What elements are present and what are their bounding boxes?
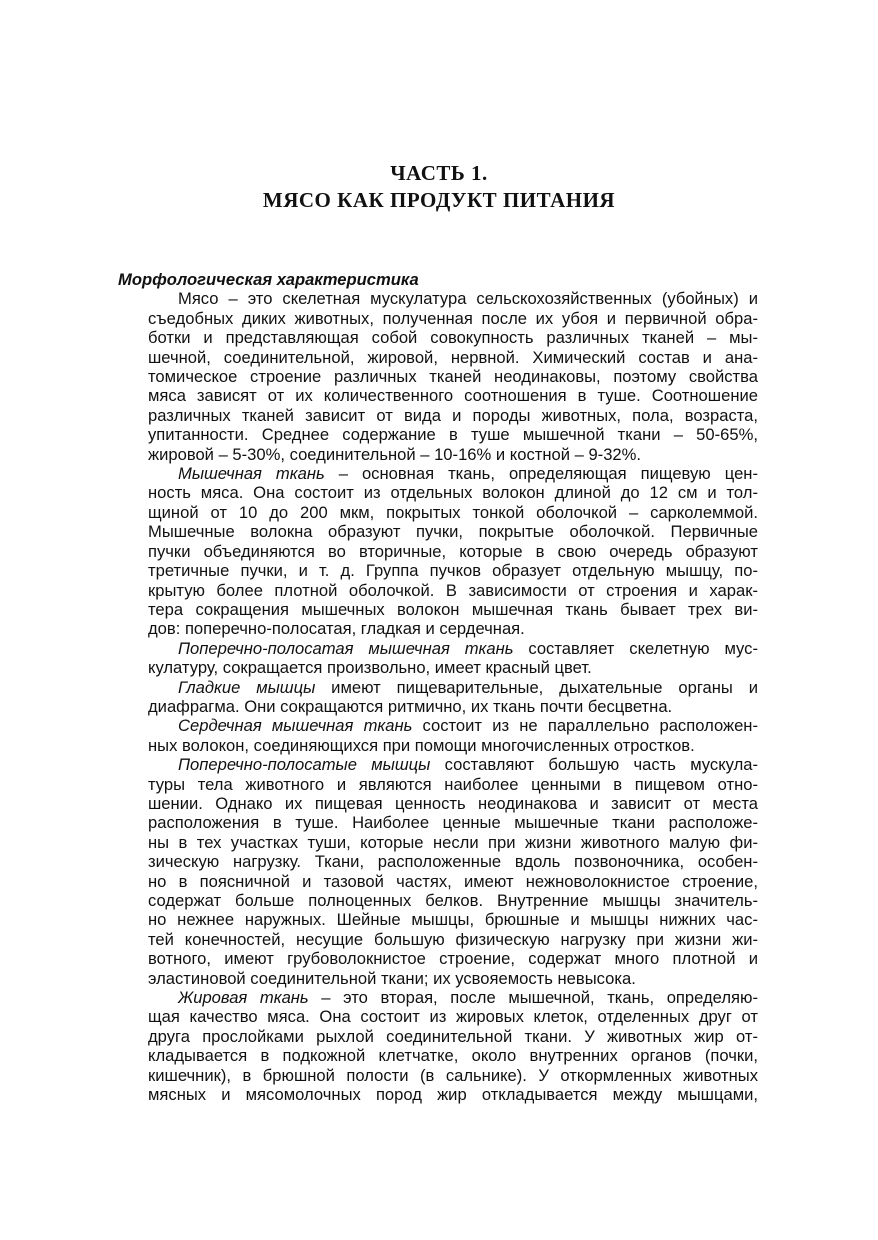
text-line: но в поясничной и тазовой частях, имеют нежноволокнистое строение, [148, 871, 758, 891]
line-text: составляет скелетную мус- [513, 638, 758, 658]
term: Поперечно-полосатая мышечная ткань [178, 638, 514, 658]
paragraph [118, 716, 758, 755]
text-line [118, 988, 758, 1007]
text-line [118, 464, 758, 483]
paragraph [118, 755, 758, 988]
text-line: ных волокон, соединяющихся при помощи многочисленных отростков. [148, 735, 695, 755]
text-line: кулатуру, сокращается произвольно, имеет красный цвет. [148, 658, 592, 678]
paragraph [118, 639, 758, 678]
text-line: содержат больше полноценных белков. Внутренние мышцы значитель- [148, 891, 758, 910]
paragraph [118, 464, 758, 639]
term: Жировая ткань [178, 988, 309, 1008]
text-line [118, 639, 758, 658]
term: Поперечно-полосатые мышцы [178, 755, 431, 775]
line-text: состоит из не параллельно расположен- [412, 716, 759, 736]
text-line: туры тела животного и являются наиболее ценными в пищевом отно- [148, 774, 758, 794]
text-line: крытую более плотной оболочкой. В зависимости от строения и харак- [148, 580, 758, 600]
text-line: шении. Однако их пищевая ценность неодинакова и зависит от места [148, 793, 758, 813]
text-line: друга прослойками рыхлой соединительной ткани. У животных жир от- [148, 1026, 758, 1046]
text-line: вотного, имеют грубоволокнистое строение, содержат много плотной и [148, 949, 758, 969]
line-text: имеют пищеварительные, дыхательные органы и [315, 677, 758, 697]
text-line: щиной от 10 до 200 мкм, покрытых тонкой оболочкой – сарколеммой. [148, 502, 758, 522]
term: Сердечная мышечная ткань [178, 716, 413, 736]
text-line [118, 716, 758, 735]
text-line: ботки и представляющая собой совокупность различных тканей – мы- [148, 328, 758, 348]
paragraph [118, 289, 758, 464]
part-title: МЯСО КАК ПРОДУКТ ПИТАНИЯ [262, 188, 616, 212]
text-line: щая качество мяса. Она состоит из жировых клеток, отделенных друг от [148, 1007, 758, 1027]
text-line: мясных и мясомолочных пород жир откладывается между мышцами, [148, 1085, 758, 1105]
text-line: томическое строение различных тканей неодинаковы, поэтому свойства [148, 367, 758, 387]
part-number: ЧАСТЬ 1. [390, 161, 488, 185]
text-line: ность мяса. Она состоит из отдельных волокон длиной до 12 см и тол- [148, 483, 758, 503]
line-text: – основная ткань, определяющая пищевую цен- [324, 464, 758, 484]
term: Мышечная ткань [178, 464, 325, 484]
text-line: шечной, соединительной, жировой, нервной. Химический состав и ана- [148, 347, 758, 367]
text-line: тей конечностей, несущие большую физическую нагрузку при жизни жи- [148, 929, 758, 949]
text-line: ны в тех участках туши, которые несли при жизни животного малую фи- [148, 832, 758, 852]
text-line: зическую нагрузку. Ткани, расположенные вдоль позвоночника, особен- [148, 852, 758, 872]
text-line: Мясо – это скелетная мускулатура сельскохозяйственных (убойных) и [178, 289, 758, 309]
line-text: – это вторая, после мышечной, ткань, определяю- [308, 988, 759, 1008]
text-line: съедобных диких животных, полученная после их убоя и первичной обра- [148, 308, 758, 328]
text-line: диафрагма. Они сокращаются ритмично, их ткань почти бесцветна. [148, 696, 673, 716]
text-line: различных тканей зависит от вида и породы животных, пола, возраста, [148, 405, 758, 425]
text-line: расположения в туше. Наиболее ценные мышечные ткани расположе- [148, 813, 758, 833]
paragraph [118, 988, 758, 1104]
text-line: кишечник), в брюшной полости (в сальнике). У откормленных животных [148, 1065, 758, 1085]
text-line: дов: поперечно-полосатая, гладкая и сердечная. [148, 619, 525, 639]
term: Гладкие мышцы [178, 677, 316, 697]
text-line: третичные пучки, и т. д. Группа пучков образует отдельную мышцу, по- [148, 561, 758, 581]
text-line: пучки объединяются во вторичные, которые в свою очередь образуют [148, 541, 758, 561]
section-heading: Морфологическая характеристика [118, 270, 419, 289]
text-line: мяса зависят от их количественного соотношения в туше. Соотношение [148, 386, 758, 406]
text-line: жировой – 5-30%, соединительной – 10-16% и костной – 9-32%. [148, 444, 642, 464]
text-line: но нежнее наружных. Шейные мышцы, брюшные и мышцы нижних час- [148, 910, 758, 930]
text-line: упитанности. Среднее содержание в туше мышечной ткани – 50-65%, [148, 425, 758, 445]
text-line [118, 678, 758, 697]
text-line [118, 755, 758, 774]
text-line: кладывается в подкожной клетчатке, около внутренних органов (почки, [148, 1046, 758, 1066]
text-line: Мышечные волокна образуют пучки, покрытые оболочкой. Первичные [148, 522, 758, 542]
text-line: тера сокращения мышечных волокон мышечная ткань бывает трех ви- [148, 599, 758, 619]
paragraph [118, 678, 758, 717]
body-text [118, 270, 758, 1104]
text-line: эластиновой соединительной ткани; их усвояемость невысока. [148, 968, 636, 988]
line-text: составляют большую часть мускула- [430, 755, 759, 775]
